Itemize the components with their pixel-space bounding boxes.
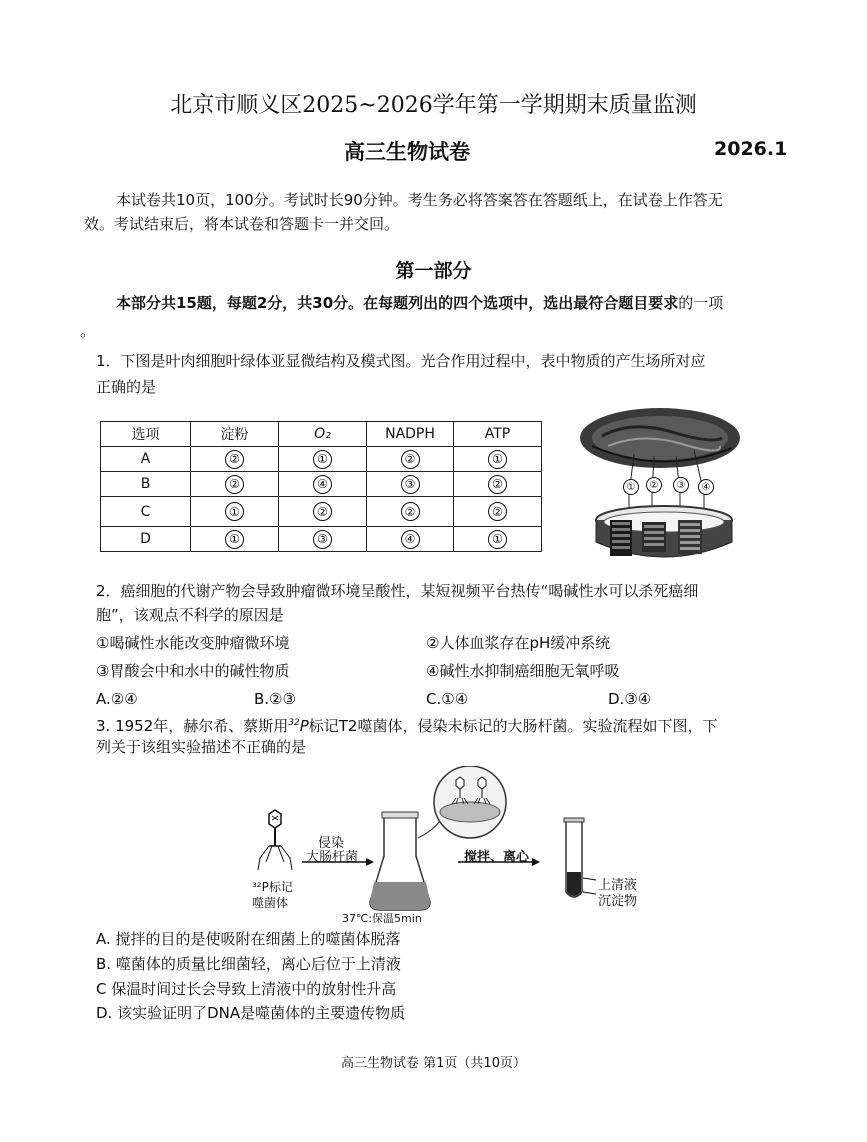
q2-statement: ①喝碱性水能改变肿瘤微环境: [96, 634, 290, 652]
exam-date: 2026.1: [714, 138, 788, 160]
step1-label-a: 侵染: [318, 836, 345, 851]
figure-label: ④: [698, 479, 714, 495]
q2-option-a: A.②④: [96, 690, 138, 708]
q2-option-b: B.②③: [254, 690, 296, 708]
exam-title: 北京市顺义区2025~2026学年第一学期期末质量监测: [170, 93, 697, 118]
table-header: ATP: [454, 422, 542, 447]
flask-label: 37℃:保温5min: [342, 912, 422, 925]
intro-line-2: 效。考试结束后，将本试卷和答题卡一并交回。: [84, 215, 400, 233]
instruction-end: 。: [80, 322, 96, 340]
q2-statement: ③胃酸会中和水中的碱性物质: [96, 662, 290, 680]
circled-number: ①: [225, 530, 244, 549]
circled-number: ②: [401, 502, 420, 521]
q2-statement: ④碱性水抑制癌细胞无氧呼吸: [426, 662, 620, 680]
circled-number: ①: [488, 450, 507, 469]
circled-number: ②: [488, 502, 507, 521]
circled-number: ③: [313, 530, 332, 549]
circled-number: ①: [488, 530, 507, 549]
row-label: D: [101, 527, 191, 552]
q1-stem-line-2: 正确的是: [96, 378, 157, 396]
q3-option-b: B. 噬菌体的质量比细菌轻，离心后位于上清液: [96, 955, 401, 973]
table-row: [101, 527, 542, 552]
q2-option-c: C.①④: [426, 690, 469, 708]
q3-option-a: A. 搅拌的目的是使吸附在细菌上的噬菌体脱落: [96, 930, 401, 948]
step1-label-b: 大肠杆菌: [306, 850, 359, 865]
phage-label-2: 噬菌体: [252, 896, 289, 910]
table-header: 选项: [101, 422, 191, 447]
chloroplast-figure: [572, 402, 742, 572]
q3-option-d: D. 该实验证明了DNA是噬菌体的主要遗传物质: [96, 1004, 406, 1022]
q2-stem-line-1: 2．癌细胞的代谢产物会导致肿瘤微环境呈酸性，某短视频平台热传“喝碱性水可以杀死癌细: [96, 582, 699, 600]
table-header: NADPH: [367, 422, 454, 447]
table-header-row: [101, 422, 542, 447]
figure-label: ②: [646, 477, 662, 493]
table-row: [101, 472, 542, 497]
instruction-bold: 本部分共15题，每题2分，共30分。在每题列出的四个选项中，选出最符合题目要求: [116, 294, 679, 312]
isotope-symbol: P: [299, 717, 309, 735]
circled-number: ②: [225, 450, 244, 469]
q1-options-table: [100, 421, 542, 552]
q3-stem-post: 标记T2噬菌体，侵染未标记的大肠杆菌。实验流程如下图，下: [308, 717, 718, 735]
isotope-mass: 32: [288, 718, 300, 728]
part-instruction: [116, 290, 723, 316]
row-label: A: [101, 447, 191, 472]
q3-stem-line-2: 列关于该组实验描述不正确的是: [96, 738, 307, 756]
table-header: 淀粉: [191, 422, 279, 447]
part-heading: 第一部分: [395, 260, 472, 282]
table-row: [101, 497, 542, 527]
q3-stem-pre: 3. 1952年，赫尔希、蔡斯用: [96, 717, 289, 735]
table-row: [101, 447, 542, 472]
q2-stem-line-2: 胞”，该观点不科学的原因是: [96, 606, 284, 624]
sediment-label: 沉淀物: [598, 894, 638, 909]
circled-number: ②: [313, 502, 332, 521]
circled-number: ③: [401, 475, 420, 494]
circled-number: ④: [401, 530, 420, 549]
figure-label: ③: [673, 477, 689, 493]
table-header: O₂: [279, 422, 367, 447]
q2-option-d: D.③④: [608, 690, 652, 708]
intro-line-1: 本试卷共10页，100分。考试时长90分钟。考生务必将答案答在答题纸上，在试卷上作答无: [116, 191, 723, 209]
circled-number: ②: [401, 450, 420, 469]
circled-number: ②: [225, 475, 244, 494]
instruction-tail: 的一项: [678, 294, 724, 312]
phage-experiment-figure: [242, 766, 642, 926]
supernatant-label: 上清液: [598, 878, 638, 893]
row-label: C: [101, 497, 191, 527]
row-label: B: [101, 472, 191, 497]
circled-number: ④: [313, 475, 332, 494]
circled-number: ②: [488, 475, 507, 494]
q3-option-c: C 保温时间过长会导致上清液中的放射性升高: [96, 980, 397, 998]
step2-label: 搅拌、离心: [464, 850, 530, 865]
exam-subtitle: 高三生物试卷: [344, 139, 470, 164]
page-footer: 高三生物试卷 第1页（共10页）: [341, 1056, 526, 1071]
circled-number: ①: [225, 502, 244, 521]
figure-label: ①: [623, 479, 639, 495]
circled-number: ①: [313, 450, 332, 469]
q1-stem-line-1: 1．下图是叶肉细胞叶绿体亚显微结构及模式图。光合作用过程中，表中物质的产生场所对应: [96, 352, 706, 370]
phage-label-1: ³²P标记: [252, 880, 293, 894]
experiment-illustration: [242, 766, 642, 926]
q2-statement: ②人体血浆存在pH缓冲系统: [426, 634, 611, 652]
